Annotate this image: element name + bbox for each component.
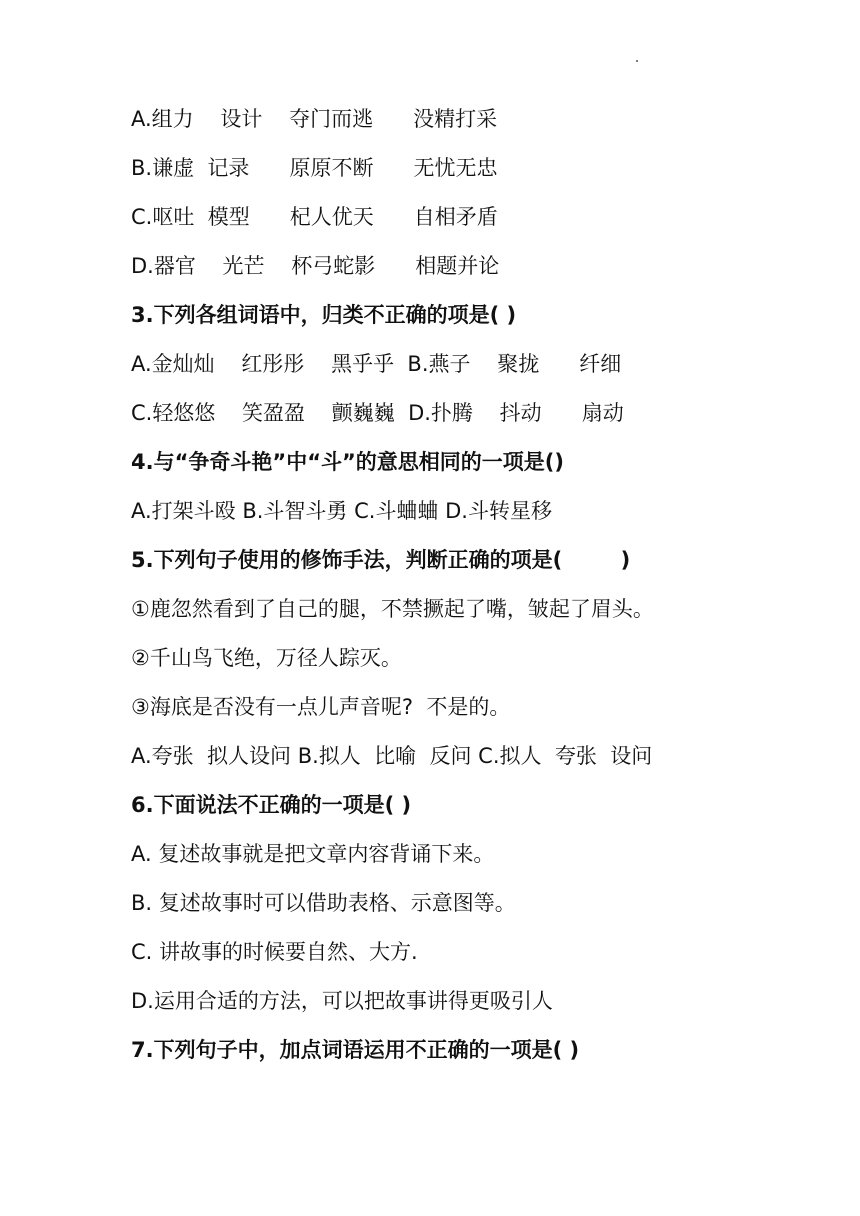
sentence-3: ③海底是否没有一点儿声音呢? 不是的。	[131, 695, 511, 719]
scan-dot	[636, 60, 638, 62]
question-6-option-d: D.运用合适的方法，可以把故事讲得更吸引人	[131, 989, 553, 1013]
option-line-a: A.组力 设计 夺门而逃 没精打采	[131, 107, 498, 131]
question-5: 5.下列句子使用的修饰手法，判断正确的项是( )	[131, 548, 631, 572]
option-line-b: B.谦虚 记录 原原不断 无忧无忠	[131, 156, 498, 180]
sentence-2: ②千山鸟飞绝，万径人踪灭。	[131, 646, 402, 670]
question-6: 6.下面说法不正确的一项是( )	[131, 793, 412, 817]
question-4-options: A.打架斗殴 B.斗智斗勇 C.斗蛐蛐 D.斗转星移	[131, 499, 552, 523]
option-line-c: C.呕吐 模型 杞人优天 自相矛盾	[131, 205, 498, 229]
question-4: 4.与“争奇斗艳”中“斗”的意思相同的一项是()	[131, 450, 564, 474]
question-6-option-a: A. 复述故事就是把文章内容背诵下来。	[131, 842, 495, 866]
question-3-options-cd: C.轻悠悠 笑盈盈 颤巍巍 D.扑腾 抖动 扇动	[131, 401, 624, 425]
question-3: 3.下列各组词语中，归类不正确的项是( )	[131, 303, 517, 327]
sentence-1: ①鹿忽然看到了自己的腿，不禁撅起了嘴，皱起了眉头。	[131, 597, 654, 621]
question-3-options-ab: A.金灿灿 红彤彤 黑乎乎 B.燕子 聚拢 纤细	[131, 352, 622, 376]
question-6-option-b: B. 复述故事时可以借助表格、示意图等。	[131, 891, 516, 915]
option-line-d: D.器官 光芒 杯弓蛇影 相题并论	[131, 254, 500, 278]
question-5-options: A.夸张 拟人设问 B.拟人 比喻 反问 C.拟人 夸张 设问	[131, 744, 653, 768]
question-6-option-c: C. 讲故事的时候要自然、大方.	[131, 940, 418, 964]
question-7: 7.下列句子中，加点词语运用不正确的一项是( )	[131, 1038, 580, 1062]
